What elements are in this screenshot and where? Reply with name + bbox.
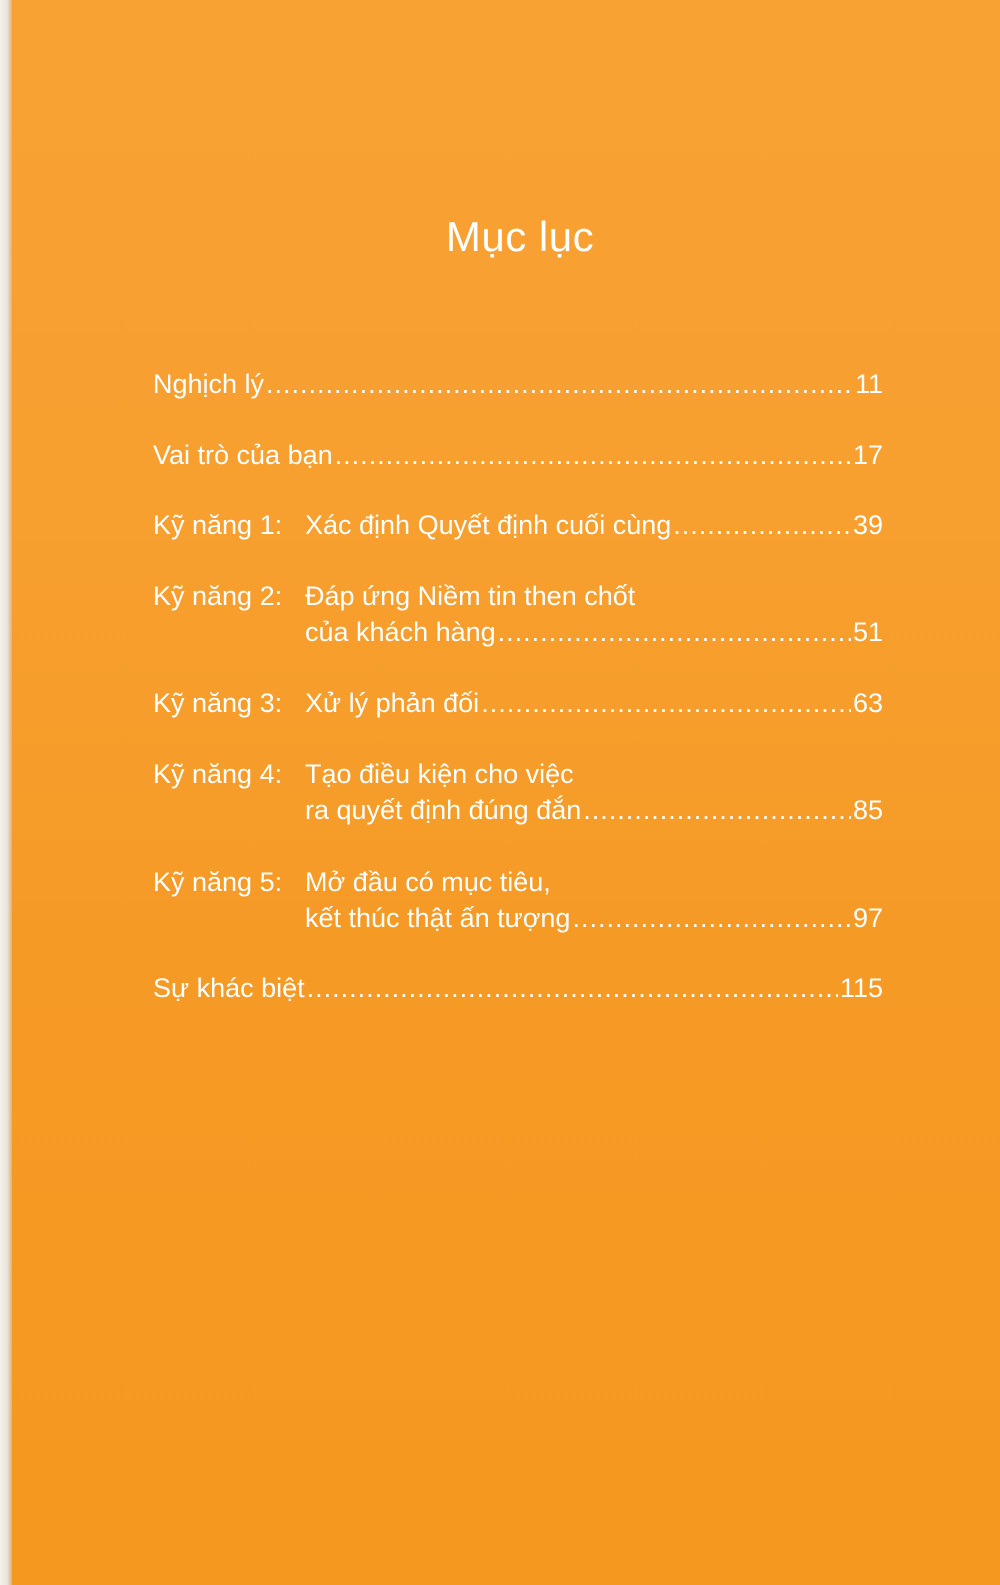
toc-page-number: 17 <box>852 440 883 470</box>
toc-skill-prefix: Kỹ năng 1: <box>153 510 283 540</box>
toc-page-number: 97 <box>852 903 883 933</box>
toc-entry[interactable] <box>153 864 883 936</box>
dot-leader <box>481 685 851 721</box>
toc-entry-title: Vai trò của bạn <box>153 440 333 470</box>
toc-entry[interactable] <box>153 578 883 650</box>
toc-entry[interactable] <box>153 437 883 473</box>
toc-page-number: 51 <box>852 617 883 647</box>
toc-entry[interactable] <box>153 685 883 721</box>
dot-leader <box>266 366 853 402</box>
dot-leader <box>673 507 851 543</box>
toc-page-number: 39 <box>852 510 883 540</box>
dot-leader <box>572 900 851 936</box>
toc-entry-title-line2: ra quyết định đúng đắn <box>305 795 582 825</box>
toc-entry[interactable] <box>153 970 883 1006</box>
toc-skill-prefix: Kỹ năng 2: <box>153 581 283 611</box>
toc-entry-title-line1: Mở đầu có mục tiêu, <box>305 867 551 897</box>
toc-skill-prefix: Kỹ năng 3: <box>153 688 283 718</box>
toc-entry[interactable] <box>153 366 883 402</box>
toc-skill-prefix: Kỹ năng 4: <box>153 759 283 789</box>
dot-leader <box>498 614 851 650</box>
toc-entry-title-line2: của khách hàng <box>305 617 496 647</box>
dot-leader <box>335 437 851 473</box>
toc-entry-title-line1: Tạo điều kiện cho việc <box>305 759 574 789</box>
toc-entry[interactable] <box>153 507 883 543</box>
toc-entry-title: Xử lý phản đối <box>305 688 480 718</box>
toc-page-number: 63 <box>852 688 883 718</box>
toc-entry-title: Xác định Quyết định cuối cùng <box>305 510 672 540</box>
toc-skill-prefix: Kỹ năng 5: <box>153 867 283 897</box>
toc-entry-title: Nghịch lý <box>153 369 265 399</box>
dot-leader <box>583 792 851 828</box>
toc-page-number: 85 <box>852 795 883 825</box>
toc-entry-title-line1: Đáp ứng Niềm tin then chốt <box>305 581 636 611</box>
toc-entry-title: Sự khác biệt <box>153 973 305 1003</box>
toc-page-number: 115 <box>839 973 883 1003</box>
toc-entry[interactable] <box>153 756 883 828</box>
toc-page-number: 11 <box>854 369 883 399</box>
page-title: Mục lục <box>445 213 595 260</box>
toc-entry-title-line2: kết thúc thật ấn tượng <box>305 903 571 933</box>
dot-leader <box>307 970 838 1006</box>
